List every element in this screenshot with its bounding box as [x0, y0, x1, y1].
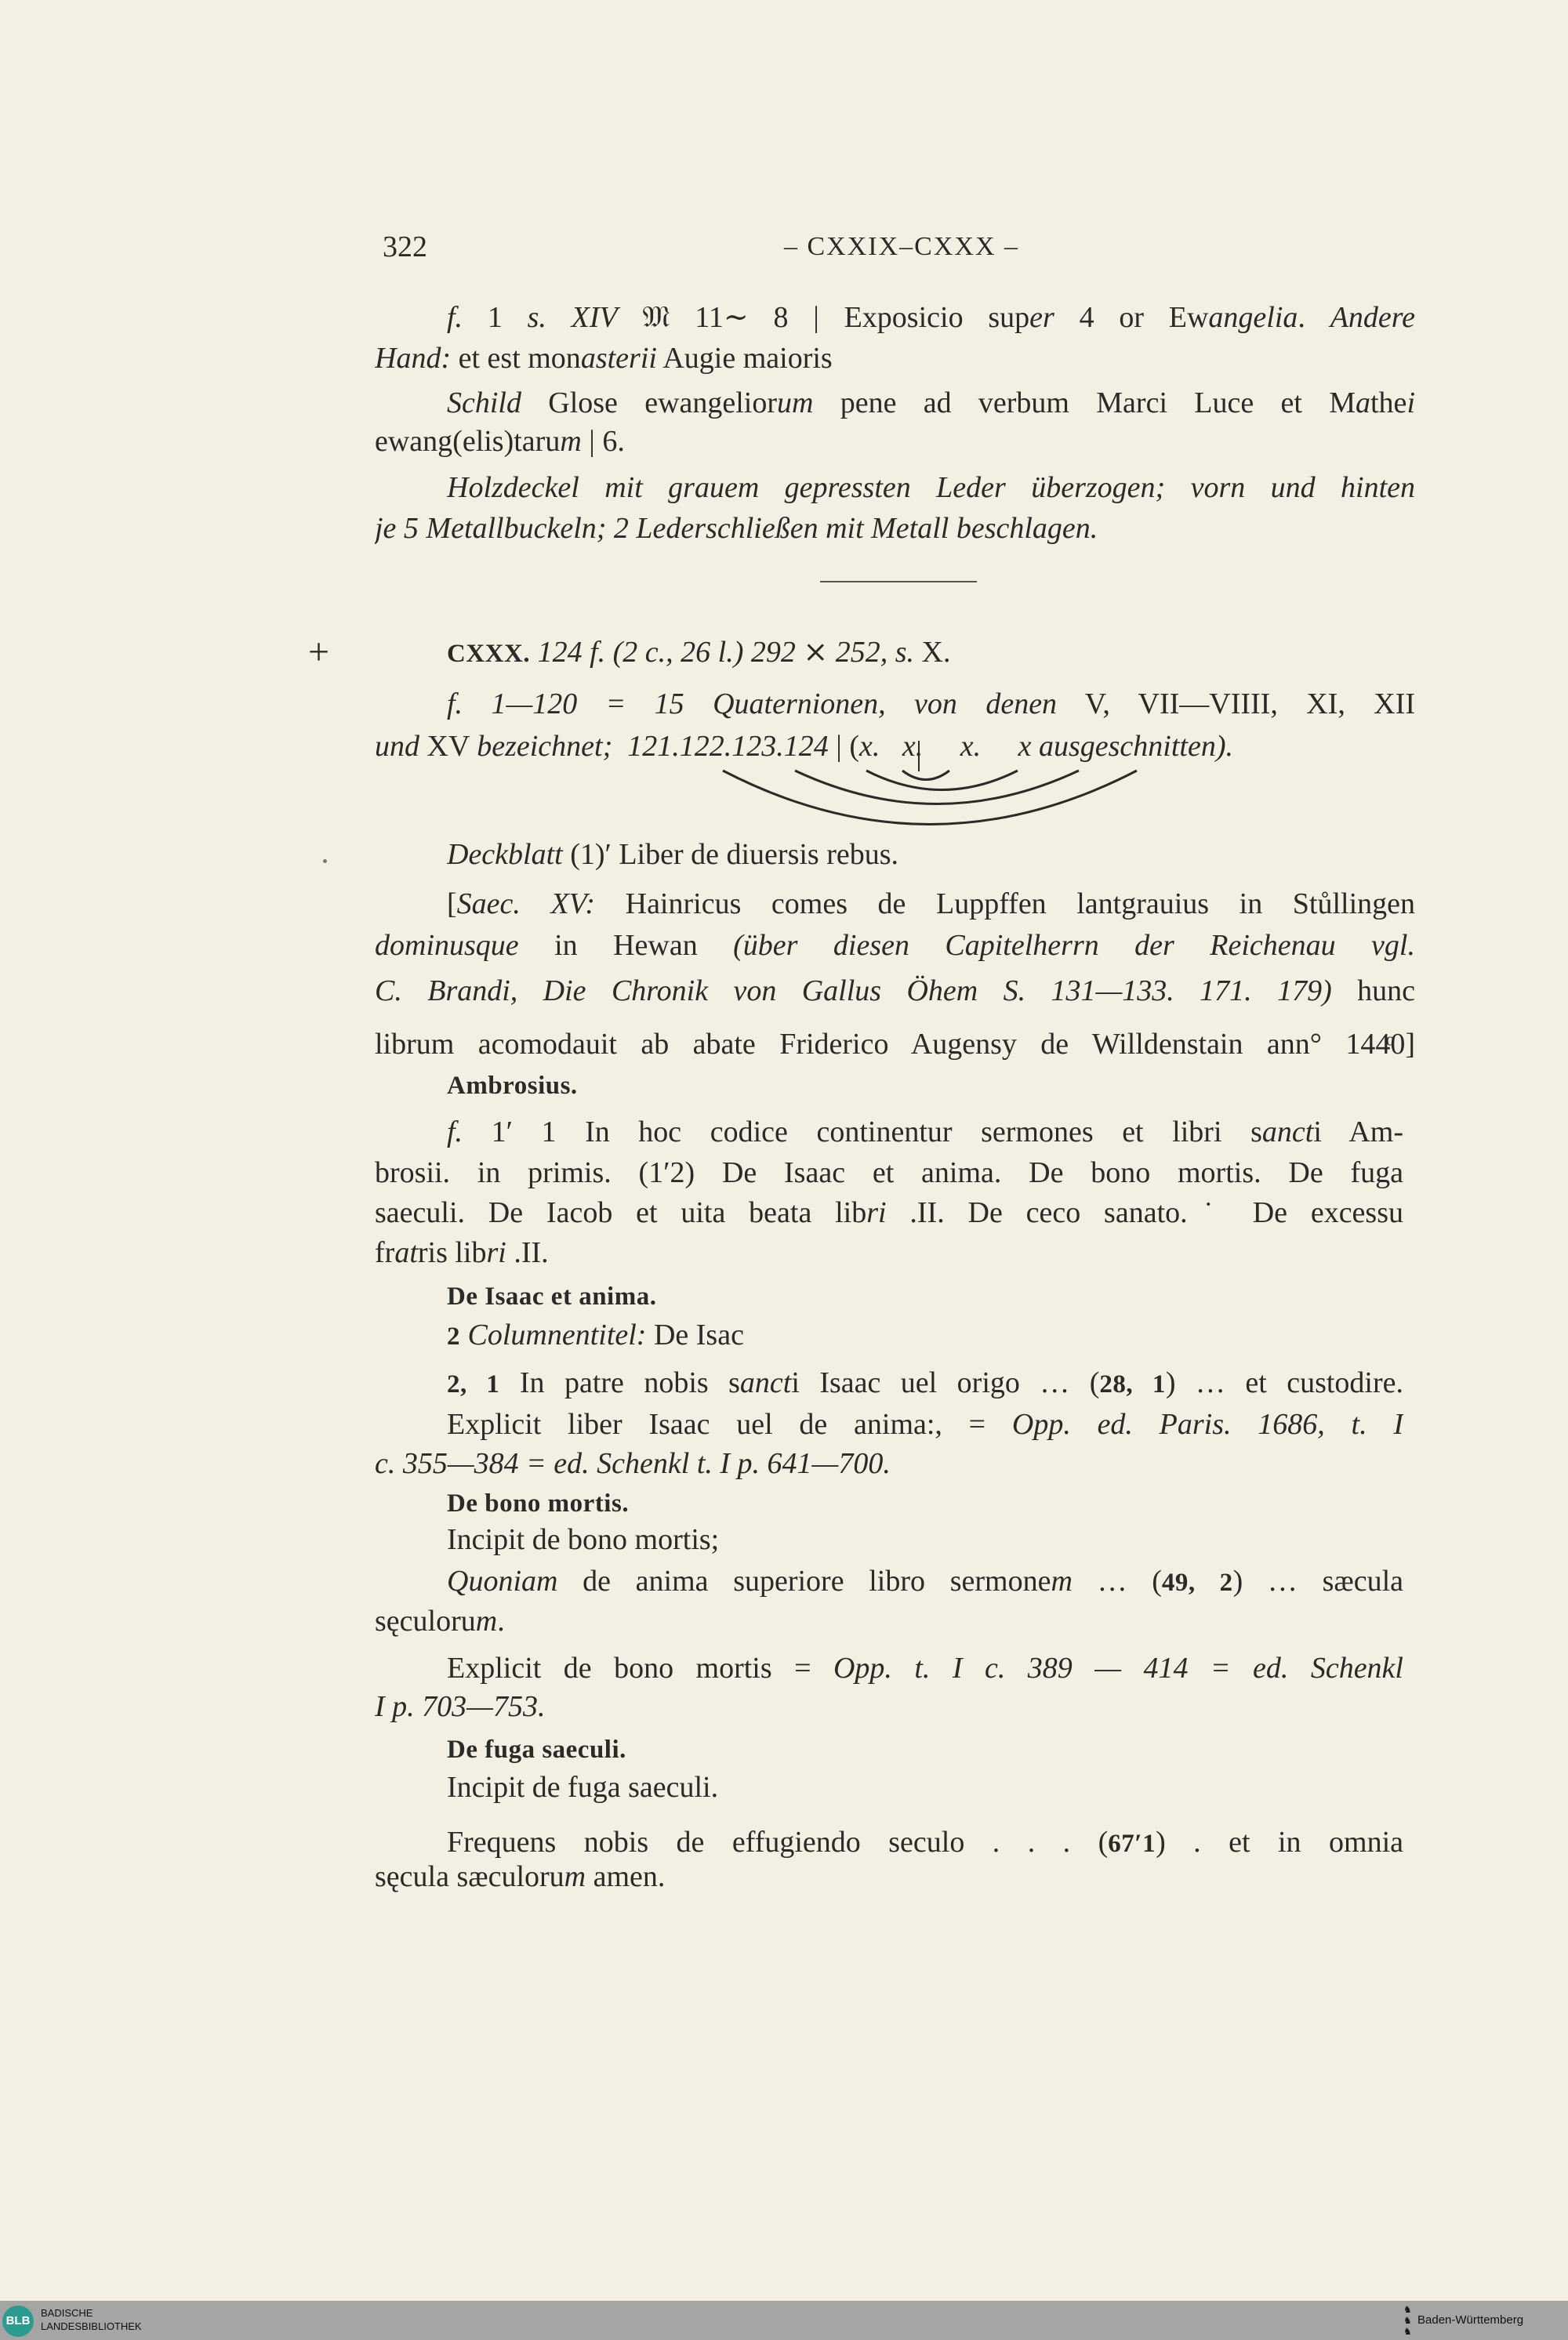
italic-text: ri	[486, 1236, 506, 1269]
text-segment: sęculoru	[375, 1605, 476, 1638]
text-line	[447, 883, 1415, 924]
text-segment: i Isaac uel origo … (	[791, 1366, 1100, 1399]
text-segment: pene ad verbum Marci Luce et M	[813, 386, 1356, 419]
italic-text: asterii	[580, 342, 657, 375]
bold-text: De Isaac et anima.	[447, 1282, 657, 1311]
text-line	[375, 1232, 1403, 1273]
text-line	[447, 1404, 1403, 1445]
text-line	[375, 1856, 1403, 1897]
text-line	[447, 1064, 1403, 1105]
text-segment: Glose ewangelior	[521, 386, 778, 419]
text-segment: In patre nobis s	[499, 1366, 740, 1399]
text-segment: (1)′ Liber de diuersis rebus.	[562, 838, 899, 871]
text-segment: the	[1370, 386, 1407, 419]
italic-text: anct	[1261, 1116, 1314, 1148]
text-segment: V, VII—VIIII, XI, XII	[1057, 687, 1415, 720]
italic-text: x. x. x. x ausgeschnitten).	[859, 730, 1233, 763]
bold-text: Ambrosius.	[447, 1072, 578, 1100]
text-segment: amen.	[586, 1860, 666, 1893]
bold-text: 67′1	[1108, 1830, 1156, 1858]
bold-text: CXXX.	[447, 640, 531, 668]
text-segment: in Hewan	[518, 929, 734, 962]
bold-text: 28, 1	[1099, 1370, 1166, 1399]
italic-text: anct	[739, 1366, 792, 1399]
text-line	[447, 1315, 1403, 1355]
italic-text: Opp. ed. Paris. 1686, t. I	[1011, 1408, 1403, 1441]
text-segment: Explicit de bono mortis =	[447, 1652, 833, 1685]
italic-text: bezeichnet; 121.122.123.124	[477, 730, 829, 763]
bold-text: 49, 2	[1161, 1569, 1233, 1597]
italic-text: C. Brandi, Die Chronik von Gallus Öhem S. 131—133. 171. 179)	[375, 974, 1332, 1007]
text-segment: .	[497, 1605, 505, 1638]
italic-text: Hand:	[375, 342, 452, 375]
italic-text: angelia	[1208, 301, 1298, 334]
text-line	[447, 1112, 1403, 1152]
text-segment: i Am-	[1313, 1116, 1403, 1148]
italic-text: f. 1—120 = 15 Quaternionen, von denen	[447, 687, 1058, 720]
blb-logo[interactable]: BLB	[2, 2306, 34, 2337]
italic-text: 124 f. (2 c., 26 l.) 292 ⨯ 252, s.	[537, 636, 914, 669]
text-segment: ) . et in omnia	[1156, 1826, 1403, 1859]
text-segment: brosii. in primis. (1′2) De Isaac et anima. De bono mortis. De fuga	[375, 1156, 1403, 1189]
text-line	[375, 726, 1415, 767]
italic-text: s. XIV	[527, 301, 618, 334]
arc-middle	[795, 771, 1079, 804]
text-segment: | (	[828, 730, 859, 763]
text-segment: Incipit de bono mortis;	[447, 1523, 720, 1556]
italic-text: i	[1406, 386, 1415, 419]
text-segment: ewang(elis)taru	[375, 425, 561, 458]
text-segment: hunc	[1331, 974, 1415, 1007]
text-segment: Hainricus comes de Luppffen lantgrauius in Stůllingen	[595, 887, 1415, 920]
text-segment: 4 or Ew	[1054, 301, 1209, 334]
italic-text: er	[1029, 301, 1054, 334]
arc-inner	[866, 771, 1018, 790]
text-segment: | 6.	[581, 425, 625, 458]
text-segment: Frequens nobis de effugiendo seculo . . . (	[447, 1826, 1109, 1859]
text-line	[375, 508, 1415, 549]
italic-text: um	[777, 386, 814, 419]
text-line	[447, 834, 1415, 875]
italic-text: a	[1356, 386, 1370, 419]
italic-text: je 5 Metallbuckeln; 2 Lederschließen mit Metall beschlagen.	[375, 512, 1098, 545]
text-segment: ) … et custodire.	[1165, 1366, 1403, 1399]
text-segment: .II.	[506, 1236, 549, 1269]
text-segment: 1′ 1 In hoc codice continentur sermones et libri s	[463, 1116, 1262, 1148]
text-segment: … (	[1072, 1565, 1162, 1598]
text-segment: .	[1298, 301, 1330, 334]
text-segment: Incipit de fuga saeculi.	[447, 1771, 719, 1804]
text-line	[447, 1561, 1403, 1602]
text-line	[375, 421, 1415, 462]
text-segment: saeculi. De Iacob et uita beata lib	[375, 1196, 867, 1229]
library-name-line1: BADISCHE	[41, 2307, 93, 2319]
italic-text: Saec. XV:	[456, 887, 596, 920]
text-segment: 𝔐 11∼ 8 | Exposicio sup	[617, 301, 1030, 334]
text-segment: ris lib	[417, 1236, 487, 1269]
italic-text: Holzdeckel mit grauem gepressten Leder überzogen; vorn und hinten	[447, 471, 1415, 504]
text-line	[375, 925, 1415, 966]
text-line	[375, 1152, 1403, 1193]
text-line	[375, 1601, 1403, 1642]
text-line	[447, 1519, 1403, 1560]
text-line	[447, 684, 1415, 724]
italic-text: (über diesen Capitelherrn der Reichenau vgl.	[733, 929, 1415, 962]
italic-text: I p. 703—753.	[375, 1690, 546, 1723]
text-line	[447, 1767, 1403, 1808]
state-logo-text[interactable]: Baden-Württemberg	[1417, 2313, 1524, 2327]
italic-text: at	[394, 1236, 418, 1269]
text-line	[447, 632, 1415, 673]
margin-plus-mark: +	[308, 631, 330, 673]
italic-text: m	[475, 1605, 498, 1638]
text-segment: sęcula sæculoru	[375, 1860, 564, 1893]
state-lion-icon: ♞ ♞ ♞	[1403, 2304, 1412, 2337]
italic-text: Columnentitel:	[467, 1319, 647, 1351]
italic-text: dominusque	[375, 929, 519, 962]
text-line	[447, 297, 1415, 338]
italic-text: Quoniam	[447, 1565, 558, 1598]
text-line	[447, 1275, 1403, 1315]
italic-text: ri	[866, 1196, 887, 1229]
text-line	[447, 1362, 1403, 1403]
italic-text: und	[375, 730, 419, 763]
text-line	[447, 1648, 1403, 1689]
text-line	[447, 1728, 1403, 1769]
footer-bar	[0, 2301, 1568, 2340]
arc-smallest	[902, 771, 949, 780]
italic-text: m	[1051, 1565, 1073, 1598]
text-line	[447, 1482, 1403, 1522]
text-segment: ) … sæcula	[1232, 1565, 1403, 1598]
text-segment: X.	[914, 636, 951, 669]
text-segment: [	[447, 887, 457, 920]
italic-text: Andere	[1330, 301, 1415, 334]
italic-text: Schild	[447, 386, 521, 419]
library-name-line2: LANDESBIBLIOTHEK	[41, 2320, 142, 2332]
bold-text: De bono mortis.	[447, 1489, 630, 1518]
bold-text: De fuga saeculi.	[447, 1736, 626, 1764]
text-segment: 1	[463, 301, 528, 334]
text-line	[447, 383, 1415, 423]
text-segment: fr	[375, 1236, 395, 1269]
text-segment: et est mon	[451, 342, 581, 375]
text-segment: Augie maioris	[656, 342, 833, 375]
text-line	[375, 970, 1415, 1011]
text-line	[375, 1443, 1403, 1484]
text-segment	[460, 1319, 468, 1351]
text-segment: .II. De ceco sanato.˙ De excessu	[886, 1196, 1403, 1229]
running-head: – CXXIX–CXXX –	[784, 232, 1019, 261]
italic-text: m	[564, 1860, 586, 1893]
italic-text: f.	[447, 1116, 463, 1148]
text-line	[447, 467, 1415, 508]
italic-text: Deckblatt	[447, 838, 563, 871]
text-line	[375, 1686, 1403, 1727]
text-segment: XV	[419, 730, 477, 763]
text-line	[375, 338, 1415, 379]
bold-text: 2, 1	[447, 1370, 500, 1399]
text-segment: Explicit liber Isaac uel de anima:, =	[447, 1408, 1012, 1441]
italic-text: m	[560, 425, 582, 458]
text-segment: De Isac	[646, 1319, 744, 1351]
page-number: 322	[383, 230, 427, 263]
italic-text: c. 355—384 = ed. Schenkl t. I p. 641—700.	[375, 1447, 891, 1480]
text-segment: librum acomodauit ab abate Friderico Augensy de Willdenstain ann° 144ͦ0]	[375, 1028, 1415, 1061]
text-line	[375, 1192, 1403, 1233]
bold-text: 2	[447, 1322, 460, 1351]
text-line	[375, 1024, 1415, 1065]
text-segment	[530, 636, 538, 669]
text-segment: de anima superiore libro sermone	[557, 1565, 1051, 1598]
italic-text: f.	[447, 301, 463, 334]
italic-text: Opp. t. I c. 389 — 414 = ed. Schenkl	[833, 1652, 1403, 1685]
